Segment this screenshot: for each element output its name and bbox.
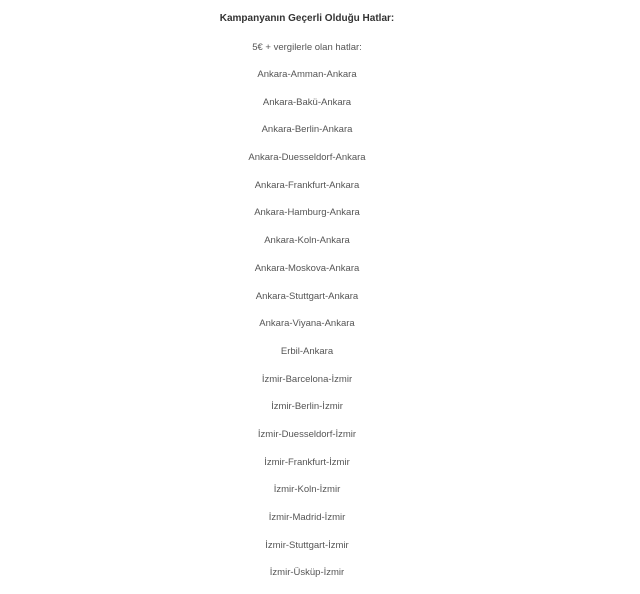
route-item: Ankara-Amman-Ankara [257, 69, 357, 80]
price-category-label: 5€ + vergilerle olan hatlar: [252, 42, 362, 53]
campaign-routes-heading: Kampanyanın Geçerli Olduğu Hatlar: [219, 13, 395, 24]
route-item: Ankara-Stuttgart-Ankara [255, 290, 359, 302]
route-item: Ankara-Viyana-Ankara [259, 318, 355, 330]
route-item: İzmir-Koln-İzmir [273, 484, 341, 496]
route-item: Ankara-Berlin-Ankara [261, 124, 353, 136]
route-item: İzmir-Madrid-İzmir [268, 512, 346, 523]
route-item: İzmir-Berlin-İzmir [271, 401, 343, 413]
route-item: Ankara-Duesseldorf-Ankara [248, 152, 366, 164]
route-item: İzmir-Barcelona-İzmir [261, 373, 353, 385]
route-list [0, 68, 614, 594]
route-item: Ankara-Koln-Ankara [264, 235, 350, 247]
route-item: Erbil-Ankara [280, 345, 334, 357]
route-item: İzmir-Üsküp-İzmir [269, 567, 345, 579]
route-item: İzmir-Stuttgart-İzmir [265, 539, 349, 551]
route-item: Ankara-Hamburg-Ankara [254, 207, 360, 219]
route-item: Ankara-Moskova-Ankara [254, 262, 360, 274]
route-item: İzmir-Frankfurt-İzmir [264, 456, 350, 468]
route-item: Ankara-Bakü-Ankara [262, 96, 352, 108]
route-item: Ankara-Frankfurt-Ankara [254, 179, 360, 191]
route-item: İzmir-Duesseldorf-İzmir [257, 428, 357, 440]
